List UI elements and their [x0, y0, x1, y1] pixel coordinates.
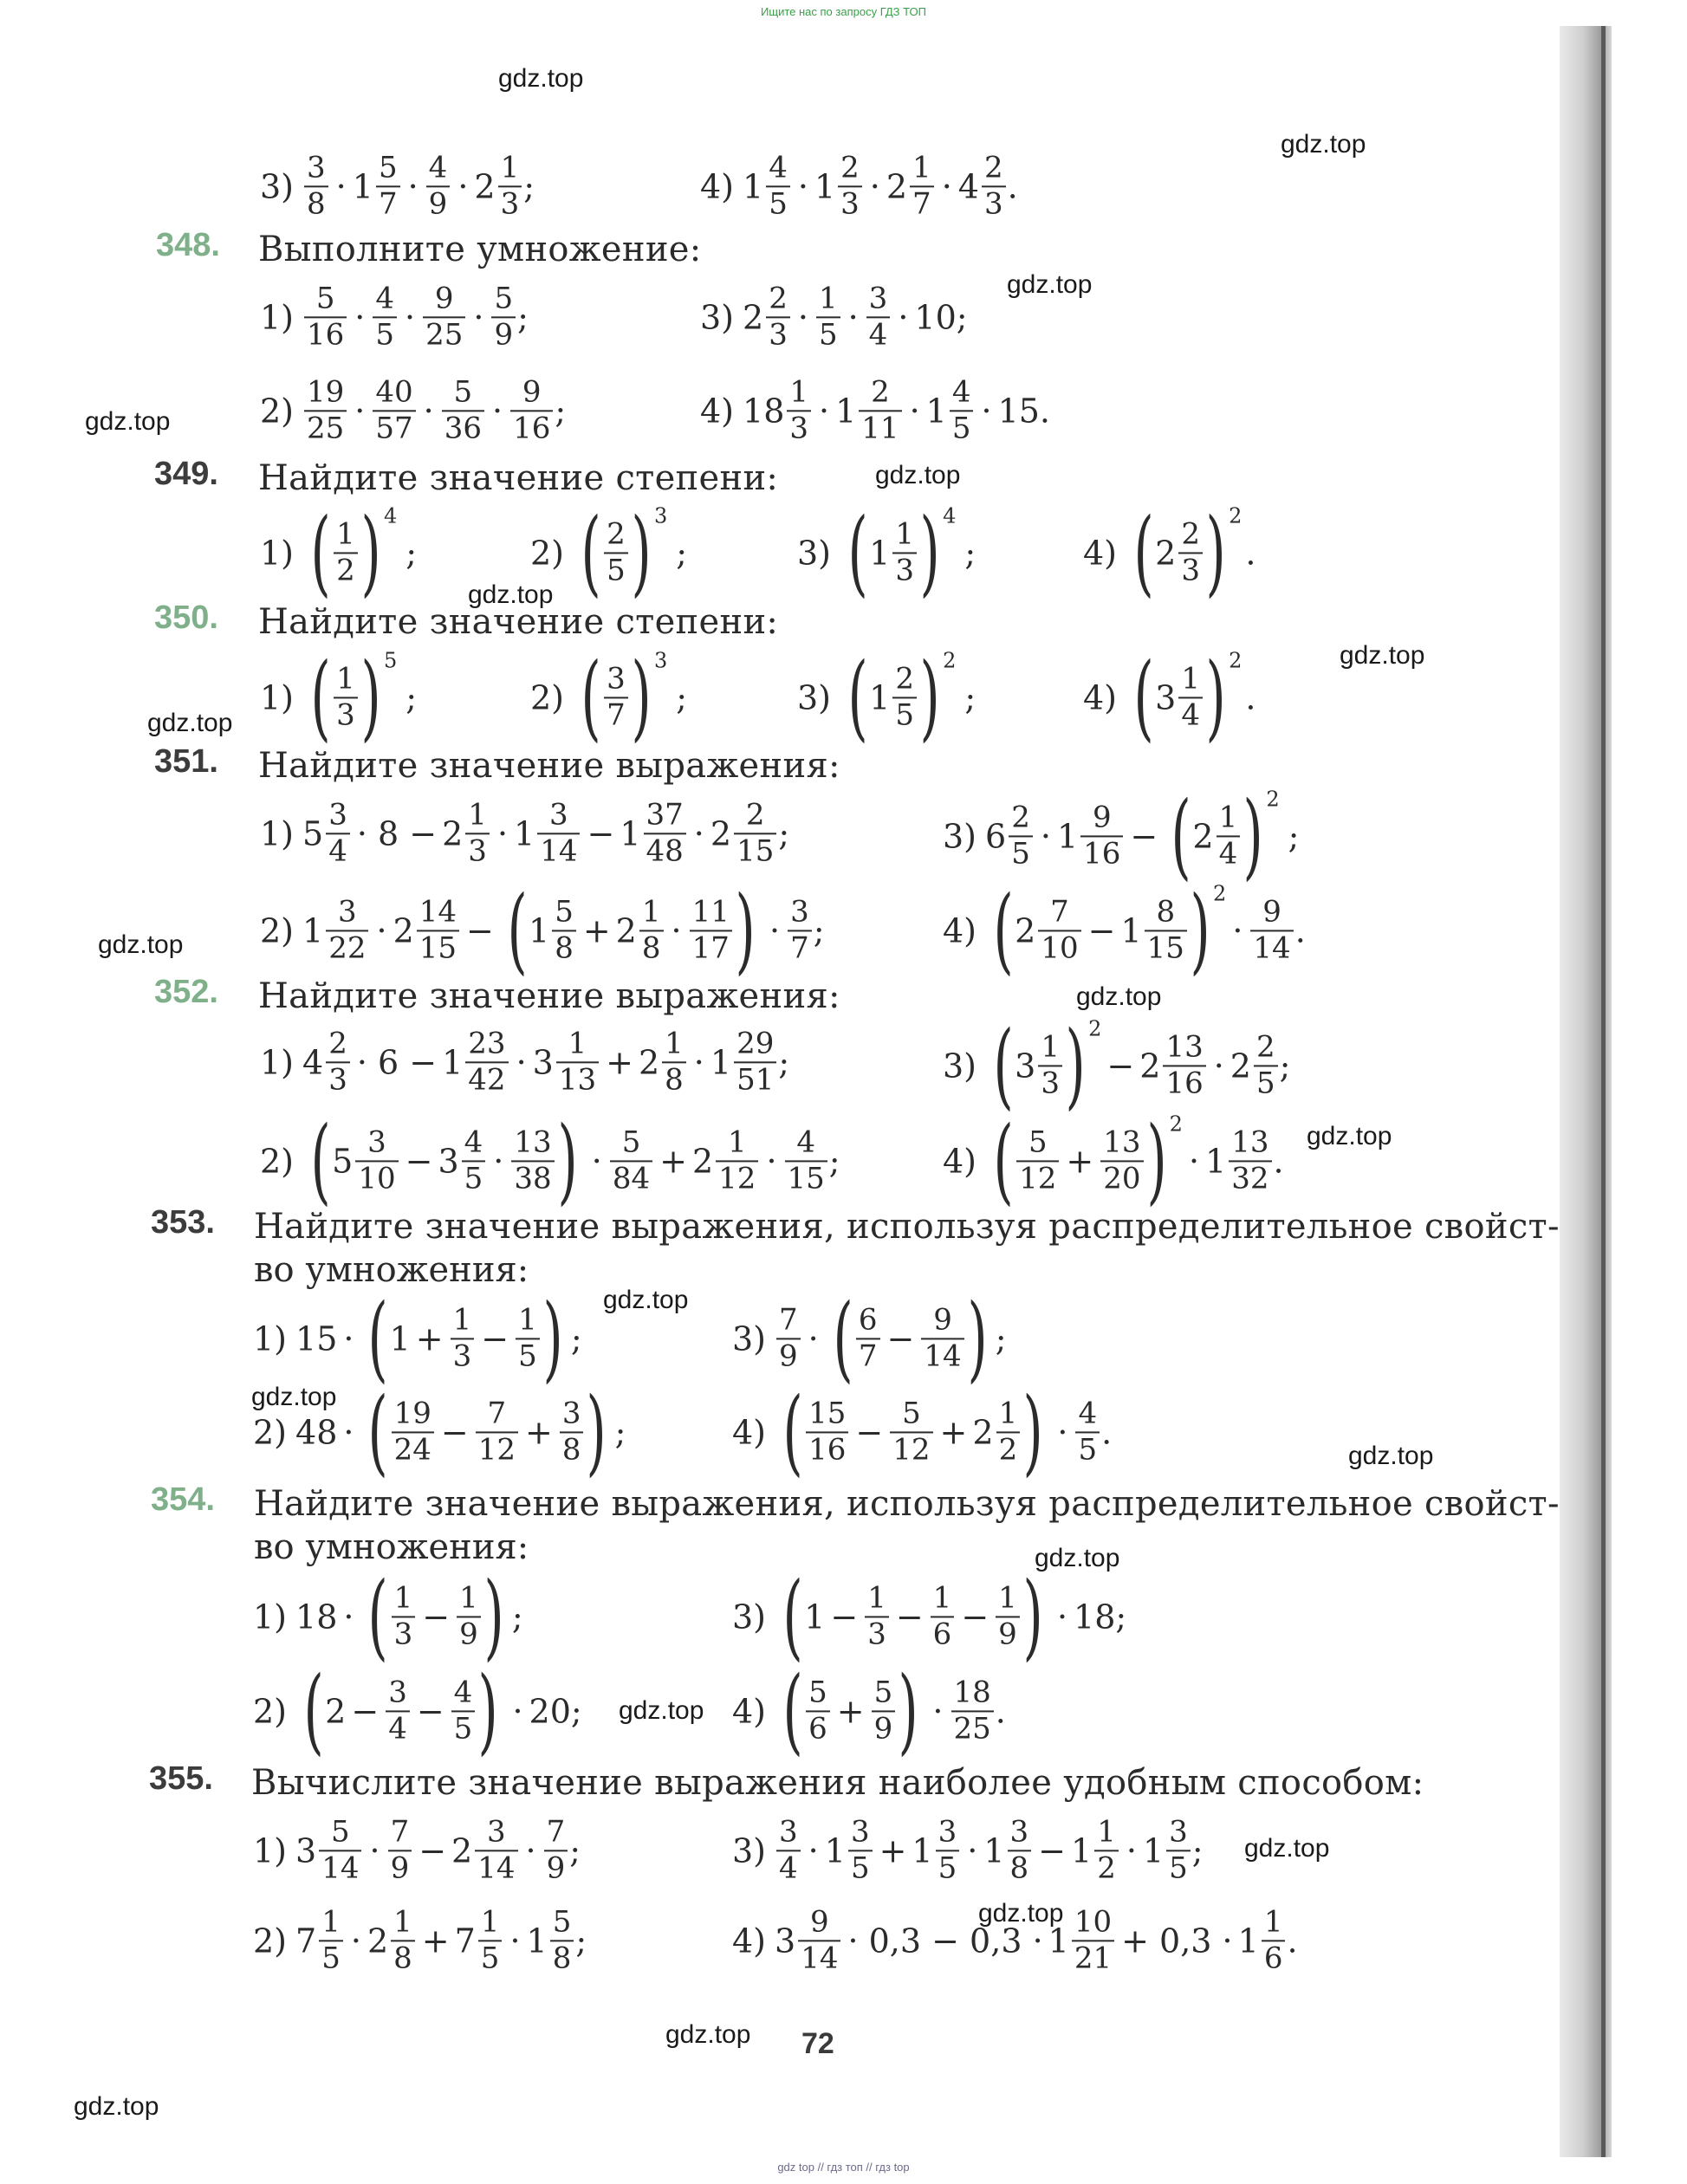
- watermark: gdz.top: [1307, 1122, 1392, 1150]
- problem-number: 351.: [154, 743, 218, 780]
- watermark: gdz.top: [1035, 1544, 1120, 1572]
- watermark: gdz.top: [147, 709, 233, 737]
- watermark: gdz.top: [603, 1286, 689, 1314]
- p348-item-4: 4) 18 1 3 · 1 2 11 · 1 4 5 · 15.: [700, 374, 1051, 445]
- problem-title: Найдите значение выражения:: [258, 976, 840, 1016]
- problem-number: 352.: [154, 974, 218, 1010]
- p349-item-1: 1) ( 1 2 ) 4 ;: [260, 498, 418, 607]
- p348-item-2: 2) 19 25 · 40 57 · 5 36 · 9 16 ;: [260, 374, 567, 445]
- problem-title: Найдите значение степени:: [258, 602, 779, 642]
- p351-item-3: 3) 6 2 5 · 1 9 16 − ( 2 1 4 ) 2 ;: [943, 781, 1300, 891]
- watermark: gdz.top: [665, 2020, 751, 2049]
- problem-number: 353.: [151, 1204, 215, 1241]
- p351-item-4: 4) ( 2 7 10 − 1 8 15 ) 2 · 9 14 .: [943, 876, 1306, 985]
- watermark: gdz.top: [85, 407, 171, 436]
- watermark: gdz.top: [74, 2092, 159, 2121]
- p355-item-3: 3) 3 4 · 1 3 5 + 1 3 5 · 1 3 8 − 1 1 2 · 1 3 5 ;: [732, 1814, 1204, 1885]
- watermark: gdz.top: [1244, 1834, 1330, 1863]
- watermark: gdz.top: [1281, 130, 1366, 159]
- watermark: gdz.top: [1076, 982, 1162, 1011]
- p353-item-2: 2) 48 · ( 19 24 − $\frac{7}{12}$ + $\frac{3}{8}$ ) ;: [253, 1377, 626, 1487]
- p350-item-2: 2) ( 3 7 ) 3 ;: [530, 643, 688, 752]
- watermark: gdz.top: [1340, 641, 1425, 670]
- p348-item-1: 1) 5 16 · 4 5 · 9 25 · 5 9 ;: [260, 281, 529, 352]
- p352-item-1: 1) 4 2 3 · 6 − 1 23 42 · 3 1 13 + 2 1 8 · 1 29 51 ;: [260, 1026, 790, 1097]
- problem-number: 350.: [154, 599, 218, 636]
- p349-item-2: 2) ( 2 5 ) 3 ;: [530, 498, 688, 607]
- p349-item-3: 3) ( 1 1 3 ) 4 ;: [797, 498, 977, 607]
- p347-item-4: 4) 1 4 5 · 1 2 3 · 2 1 7 · 4 2 3 .: [700, 150, 1018, 221]
- p350-item-3: 3) ( 1 2 5 ) 2 ;: [797, 643, 977, 752]
- p351-item-1: 1) 5 3 4 · 8 − 2 1 3 · 1 3 14 − 1 37 48 · 2 2 15 ;: [260, 797, 790, 868]
- p351-item-2: 2) 1 3 22 · 2 14 15 − ( 1 5 8 + 2 1 8 · 11 17 ) · 3 7 ;: [260, 876, 825, 985]
- watermark: gdz.top: [1007, 270, 1093, 299]
- watermark: gdz.top: [498, 64, 584, 93]
- problem-title: Найдите значение степени:: [258, 458, 779, 498]
- p348-item-3: 3) 2 2 3 · 1 5 · 3 4 · 10;: [700, 281, 968, 352]
- p354-item-2: 2) ( 2 − $\frac{3}{4}$ − $\frac{4}{5}$ ) · 20;: [253, 1656, 582, 1766]
- watermark: gdz.top: [875, 461, 961, 489]
- problem-number: 349.: [154, 456, 218, 492]
- watermark: gdz.top: [98, 930, 184, 959]
- footer-note: gdz top // гдз топ // гдз top: [777, 2161, 910, 2174]
- problem-title: Выполните умножение:: [258, 230, 702, 269]
- watermark: gdz.top: [978, 1899, 1064, 1928]
- p353-item-4: 4) ( 15 16 − $\frac{5}{12}$ + 2 1 2 ) · 4 5 .: [732, 1377, 1113, 1487]
- p350-item-1: 1) ( 1 3 ) 5 ;: [260, 643, 418, 752]
- p347-item-3: 3) 3 8 · 1 5 7 · 4 9 · 2 1 3 ;: [260, 150, 535, 221]
- watermark: gdz.top: [1348, 1442, 1434, 1470]
- header-note: Ищите нас по запросу ГДЗ ТОП: [761, 5, 926, 18]
- problem-number: 355.: [149, 1760, 213, 1797]
- problem-title: Найдите значение выражения:: [258, 746, 840, 786]
- watermark: gdz.top: [251, 1383, 337, 1411]
- page-binding-edge: [1601, 26, 1606, 2157]
- p355-item-4: 4) 3 9 14 · 0,3 − 0,3 · 1 10 21 + 0,3 · 1 1 6 .: [732, 1904, 1298, 1975]
- problem-number: 348.: [156, 227, 220, 263]
- p349-item-4: 4) ( 2 2 3 ) 2 .: [1083, 498, 1256, 607]
- problem-number: 354.: [151, 1481, 215, 1518]
- p350-item-4: 4) ( 3 1 4 ) 2 .: [1083, 643, 1256, 752]
- problem-title: Найдите значение выражения, используя распределительное свойст-: [254, 1207, 1560, 1247]
- p354-item-3: 3) ( 1 − $\frac{1}{3}$ − $\frac{1}{6}$ − $\frac{1}{9}$ ) · 18;: [732, 1562, 1127, 1671]
- watermark: gdz.top: [619, 1696, 704, 1725]
- problem-title: Вычислите значение выражения наиболее удобным способом:: [251, 1763, 1424, 1803]
- p355-item-1: 1) 3 5 14 · 7 9 − 2 3 14 · 7 9 ;: [253, 1814, 581, 1885]
- page-number: 72: [801, 2027, 834, 2060]
- p353-item-3: 3) 7 9 · ( 6 7 − $\frac{9}{14}$ ) ;: [732, 1284, 1007, 1393]
- problem-title-continued: во умножения:: [254, 1527, 529, 1567]
- watermark: gdz.top: [468, 580, 554, 609]
- p355-item-2: 2) 7 1 5 · 2 1 8 + 7 1 5 · 1 5 8 ;: [253, 1904, 587, 1975]
- p354-item-4: 4) ( 5 6 + $\frac{5}{9}$ ) · 18 25 .: [732, 1656, 1006, 1766]
- p352-item-2: 2) ( 5 3 10 − 3 4 5 · 13 38 ) · 5 84 + 2 1 12 · 4 15 ;: [260, 1106, 840, 1215]
- p353-item-1: 1) 15 · ( 1 + $\frac{1}{3}$ − $\frac{1}{5}$ ) ;: [253, 1284, 582, 1393]
- p352-item-3: 3) ( 3 1 3 ) 2 − 2 13 16 · 2 2 5 ;: [943, 1011, 1291, 1120]
- p354-item-1: 1) 18 · ( 1 3 − $\frac{1}{9}$ ) ;: [253, 1562, 523, 1671]
- problem-title-continued: во умножения:: [254, 1250, 529, 1290]
- problem-title: Найдите значение выражения, используя распределительное свойст-: [254, 1484, 1560, 1524]
- p352-item-4: 4) ( 5 12 + $\frac{13}{20}$ ) 2 · 1 13 32 .: [943, 1106, 1284, 1215]
